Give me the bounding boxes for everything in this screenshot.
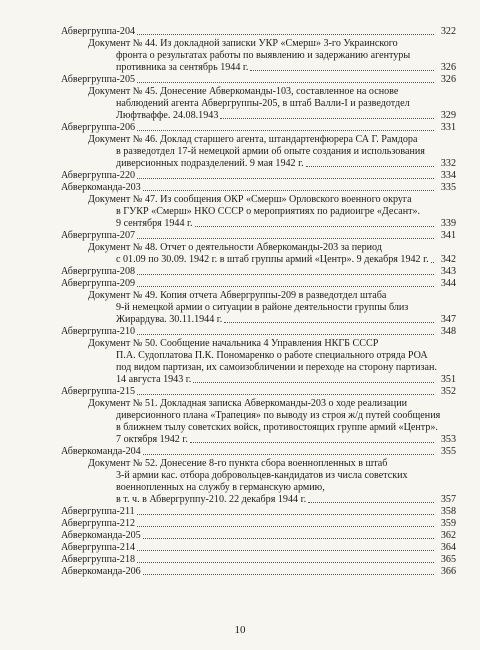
dot-leader (141, 446, 436, 458)
dot-leader (135, 122, 436, 134)
toc-document-entry (58, 38, 456, 74)
toc-entry-title: Абвергруппа-209 (61, 278, 136, 289)
toc-document-line: Документ № 46. Доклад старшего агента, штандартенфюрера СА Г. Рамдора (88, 134, 418, 145)
toc-page-number: 326 (440, 62, 456, 73)
toc-entry-group (58, 386, 456, 398)
toc-entry-group (58, 170, 456, 182)
dot-leader (222, 314, 436, 326)
toc-page-number: 326 (440, 74, 456, 85)
toc-entry-group (58, 266, 456, 278)
toc-entry-title: Абвергруппа-205 (61, 74, 136, 85)
toc-document-last-line (58, 434, 456, 446)
toc-entry-group (58, 530, 456, 542)
dot-leader (141, 182, 436, 194)
toc-document-entry (58, 134, 456, 170)
toc-document-line: в т. ч. в Абвергруппу-210. 22 декабря 1944 г. (116, 494, 307, 505)
toc-page-number: 364 (440, 542, 456, 553)
dot-leader (193, 218, 436, 230)
toc-page-number: 348 (440, 326, 456, 337)
toc-document-line: в ближнем тылу советских войск, противостоящих группе армий «Центр». (116, 422, 438, 433)
toc-page-number: 341 (440, 230, 456, 241)
toc-entry-title: Абвергруппа-218 (61, 554, 136, 565)
toc-entry-group (58, 542, 456, 554)
toc-entry-title: Абвергруппа-208 (61, 266, 136, 277)
dot-leader (135, 326, 436, 338)
toc-entry-group (58, 122, 456, 134)
toc-entry-title: Абвергруппа-215 (61, 386, 136, 397)
toc-page-number: 366 (440, 566, 456, 577)
dot-leader (135, 266, 436, 278)
toc-page-number: 358 (440, 506, 456, 517)
toc-entry-group (58, 74, 456, 86)
toc-page-number: 343 (440, 266, 456, 277)
dot-leader (135, 278, 436, 290)
page-number: 10 (234, 624, 246, 636)
toc-document-line: Документ № 49. Копия отчета Абвергруппы-209 в разведотдел штаба (88, 290, 387, 301)
toc-document-last-line (58, 218, 456, 230)
toc-document-entry (58, 290, 456, 326)
toc-document-line: 14 августа 1943 г. (116, 374, 192, 385)
toc-document-line: с 01.09 по 30.09. 1942 г. в штаб группы армий «Центр». 9 декабря 1942 г. (116, 254, 429, 265)
toc-document-line: диверсионного плана «Трапеция» по выводу из строя ж/д путей сообщения (116, 410, 441, 421)
toc-page-number: 322 (440, 26, 456, 37)
toc-document-line: 7 октября 1942 г. (116, 434, 188, 445)
dot-leader (135, 554, 436, 566)
toc-document-line: противника за сентябрь 1944 г. (116, 62, 249, 73)
toc-entry-title: Абвергруппа-206 (61, 122, 136, 133)
toc-document-last-line (58, 62, 456, 74)
toc-page-number: 357 (440, 494, 456, 505)
toc-document-line: Люфтваффе. 24.08.1943 (116, 110, 219, 121)
toc-document-line: в ГУКР «Смерш» НКО СССР о мероприятиях по радиоигре «Десант». (116, 206, 421, 217)
toc-entry-title: Абвергруппа-211 (61, 506, 135, 517)
toc-page-number: 355 (440, 446, 456, 457)
toc-page-number: 329 (440, 110, 456, 121)
toc-document-line: Документ № 45. Донесение Абверкоманды-103, составленное на основе (88, 86, 399, 97)
toc-document-last-line (58, 158, 456, 170)
toc-page-number: 332 (440, 158, 456, 169)
toc-page-number: 335 (440, 182, 456, 193)
toc-document-entry (58, 194, 456, 230)
toc-entry-group (58, 566, 456, 578)
toc-entry-group (58, 446, 456, 458)
toc-document-line: военнопленных на службу в германскую армию, (116, 482, 325, 493)
toc-page-number: 365 (440, 554, 456, 565)
dot-leader (141, 530, 436, 542)
toc-document-line: диверсионных подразделений. 9 мая 1942 г. (116, 158, 304, 169)
toc-document-entry (58, 458, 456, 506)
toc-page-number: 339 (440, 218, 456, 229)
dot-leader (306, 494, 436, 506)
dot-leader (304, 158, 436, 170)
toc-entry-title: Абвергруппа-212 (61, 518, 136, 529)
toc-page-number: 352 (440, 386, 456, 397)
toc-document-line: Документ № 50. Сообщение начальника 4 Управления НКГБ СССР (88, 338, 379, 349)
toc-page-number: 342 (440, 254, 456, 265)
dot-leader (135, 74, 436, 86)
toc-entry-title: Абвергруппа-214 (61, 542, 136, 553)
dot-leader (135, 26, 436, 38)
toc-entry-title: Абверкоманда-203 (61, 182, 141, 193)
toc-entry-title: Абверкоманда-205 (61, 530, 141, 541)
toc-page-number: 362 (440, 530, 456, 541)
toc-entry-group (58, 26, 456, 38)
dot-leader (191, 374, 436, 386)
toc-entry-group (58, 326, 456, 338)
toc-document-last-line (58, 314, 456, 326)
toc-page-number: 347 (440, 314, 456, 325)
toc-entry-title: Абвергруппа-220 (61, 170, 136, 181)
toc-entry-title: Абвергруппа-204 (61, 26, 136, 37)
toc-entry-title: Абвергруппа-207 (61, 230, 136, 241)
toc-page-number: 334 (440, 170, 456, 181)
toc-entry-group (58, 506, 456, 518)
toc-document-last-line (58, 374, 456, 386)
toc-document-entry (58, 398, 456, 446)
toc-document-entry (58, 242, 456, 266)
toc-document-line: Жирардува. 30.11.1944 г. (116, 314, 223, 325)
toc-page-number: 353 (440, 434, 456, 445)
toc-page-number: 359 (440, 518, 456, 529)
toc-document-entry (58, 86, 456, 122)
toc-entry-title: Абвергруппа-210 (61, 326, 136, 337)
toc-document-line: Документ № 51. Докладная записка Абверкоманды-203 о ходе реализации (88, 398, 408, 409)
toc-page-number: 351 (440, 374, 456, 385)
toc-document-line: Документ № 47. Из сообщения ОКР «Смерш» Орловского военного округа (88, 194, 412, 205)
dot-leader (135, 542, 436, 554)
toc-document-entry (58, 338, 456, 386)
dot-leader (135, 170, 436, 182)
table-of-contents (58, 26, 456, 578)
toc-page-number: 344 (440, 278, 456, 289)
toc-entry-group (58, 518, 456, 530)
dot-leader (218, 110, 436, 122)
dot-leader (135, 230, 436, 242)
toc-document-line: Документ № 44. Из докладной записки УКР «Смерш» 3-го Украинского (88, 38, 398, 49)
toc-document-line: фронта о результатах работы по выявлению и задержанию агентуры (116, 50, 411, 61)
toc-document-last-line (58, 494, 456, 506)
dot-leader (141, 566, 436, 578)
toc-document-line: Документ № 52. Донесение 8-го пункта сбора военнопленных в штаб (88, 458, 388, 469)
toc-document-line: 3-й армии кас. отбора добровольцев-кандидатов из числа советских (116, 470, 408, 481)
toc-document-line: П.А. Судоплатова П.К. Пономаренко о работе специального отряда РОА (116, 350, 428, 361)
toc-document-line: 9 сентября 1944 г. (116, 218, 193, 229)
dot-leader (135, 386, 436, 398)
toc-document-line: 9-й немецкой армии о ситуации в районе деятельности группы близ (116, 302, 409, 313)
toc-entry-group (58, 554, 456, 566)
toc-document-line: в разведотдел 17-й немецкой армии об опыте создания и использования (116, 146, 425, 157)
dot-leader (248, 62, 436, 74)
toc-document-last-line (58, 254, 456, 266)
dot-leader (188, 434, 436, 446)
toc-document-line: под видом партизан, их самоизобличении и переходе на сторону партизан. (116, 362, 437, 373)
toc-entry-title: Абверкоманда-204 (61, 446, 141, 457)
dot-leader (429, 254, 436, 266)
toc-entry-group (58, 182, 456, 194)
toc-entry-group (58, 230, 456, 242)
toc-document-last-line (58, 110, 456, 122)
toc-entry-title: Абверкоманда-206 (61, 566, 141, 577)
toc-document-line: наблюдений агента Абвергруппы-205, в штаб Валли-I и разведотдел (116, 98, 410, 109)
dot-leader (135, 518, 436, 530)
dot-leader (135, 506, 436, 518)
toc-entry-group (58, 278, 456, 290)
toc-document-line: Документ № 48. Отчет о деятельности Абверкоманды-203 за период (88, 242, 382, 253)
toc-page-number: 331 (440, 122, 456, 133)
